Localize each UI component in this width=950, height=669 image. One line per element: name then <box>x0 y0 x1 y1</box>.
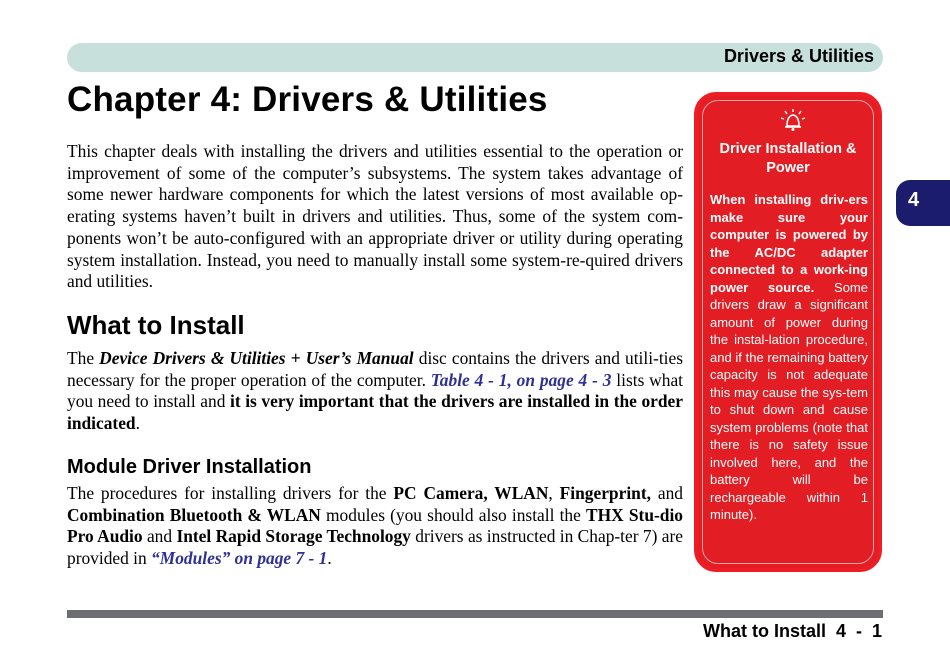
module-paragraph <box>67 483 683 570</box>
sidebar-note <box>694 92 882 572</box>
sidebar-body-text: Some drivers draw a significant amount of power during the instal-lation procedure, and if the remaining battery capacity is not adequate this may cause the sys-tem to shut down and cause system problems (note that there is no safety issue involved here, and the battery will be rechargeable within 1 minute). <box>710 279 868 522</box>
footer-rule <box>67 610 883 618</box>
text-span: , <box>548 483 560 503</box>
text-span: The procedures for installing drivers for the <box>67 483 394 503</box>
sidebar-bold-text: When installing driv-ers make sure your computer is powered by the AC/DC adapter connected to a work-ing power source. <box>710 192 868 295</box>
page-title: Chapter 4: Drivers & Utilities <box>67 80 548 119</box>
thx-bold: THX Stu-dio Pro Audio <box>67 504 683 547</box>
text-span: drivers as instructed in Chap-ter 7) are provided in <box>67 526 683 569</box>
text-span: . <box>135 413 140 434</box>
modules-link[interactable]: “Modules” on page 7 - 1 <box>151 548 328 569</box>
header-title: Drivers & Utilities <box>723 46 874 66</box>
module-driver-heading: Module Driver Installation <box>67 456 312 478</box>
what-to-install-paragraph <box>67 348 683 435</box>
text-span: modules (you should also install the <box>320 504 586 525</box>
table-link[interactable]: Table 4 - 1, on page 4 - 3 <box>430 369 612 390</box>
pc-wlan-bold: PC Camera, WLAN <box>393 483 549 503</box>
footer-page-label: What to Install 4 - 1 <box>702 621 882 641</box>
text-span: lists what you need to install and <box>67 369 683 412</box>
chapter-number: 4 <box>908 189 920 211</box>
chapter-tab <box>896 180 950 226</box>
important-note: it is very important that the drivers are installed in the order indicated <box>67 391 683 434</box>
intro-paragraph: This chapter deals with installing the drivers and utilities essential to the operation or improvement of some of the computer’s subsystems. The system takes advantage of some newer hardware components for which the latest versions of most available op-erating systems haven’t built in drivers and utilities. Thus, some of the system com-ponents won’t be auto-configured with an appropriate driver or utility during operating system installation. Instead, you need to manually install some system-re-quired drivers and utilities. <box>67 141 683 292</box>
text-span: and <box>650 483 683 503</box>
text-span: disc contains the drivers and utili-ties necessary for the proper operation of the computer. <box>67 348 683 390</box>
fingerprint-bold: Fingerprint, <box>559 483 651 503</box>
irst-bold: Intel Rapid Storage Technology <box>176 526 411 547</box>
bluetooth-bold: Combination Bluetooth & WLAN <box>67 504 321 525</box>
sidebar-title: Driver Installation & Power <box>719 141 857 176</box>
text-span: The <box>67 348 100 368</box>
text-span: and <box>142 526 177 547</box>
text-span: . <box>327 548 332 569</box>
sidebar-body <box>710 191 868 524</box>
what-to-install-heading: What to Install <box>67 310 245 340</box>
manual-title: Device Drivers & Utilities + User’s Manual <box>99 348 414 368</box>
warning-bell-icon <box>780 108 806 132</box>
